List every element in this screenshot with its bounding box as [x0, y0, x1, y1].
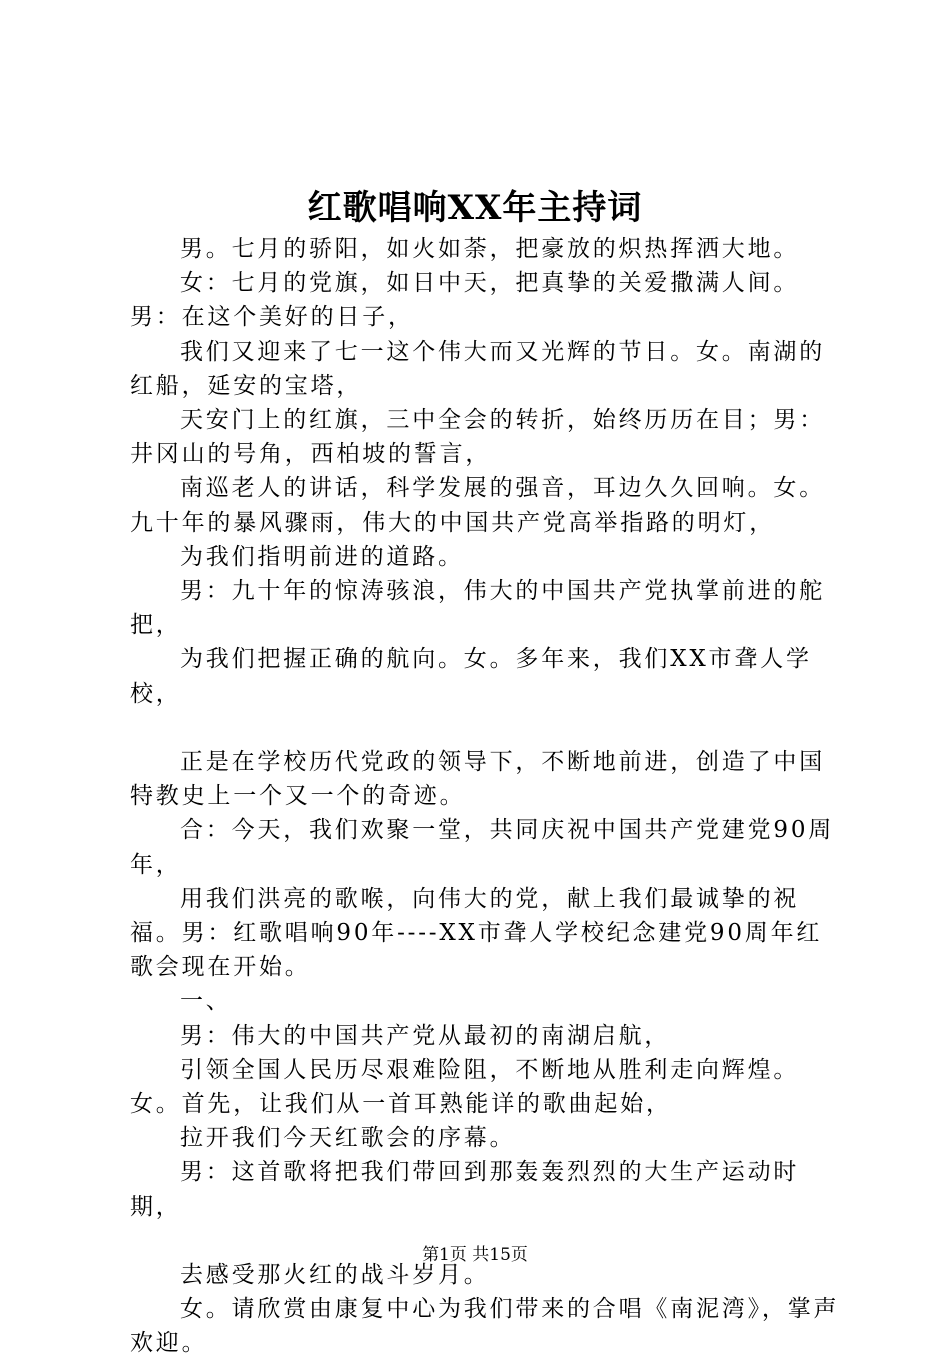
paragraph: 用我们洪亮的歌喉，向伟大的党，献上我们最诚挚的祝福。男：红歌唱响90年----XX市聋人学校纪念建党90周年红歌会现在开始。 [130, 885, 823, 981]
document-body [130, 232, 842, 1361]
paragraph: 我们又迎来了七一这个伟大而又光辉的节日。女。南湖的红船，延安的宝塔， [130, 338, 825, 399]
paragraph: 引领全国人民历尽艰难险阻，不断地从胜利走向辉煌。女。首先，让我们从一首耳熟能详的歌曲起始， [130, 1056, 800, 1118]
paragraph: 天安门上的红旗，三中全会的转折，始终历历在目；男：井冈山的号角，西柏坡的誓言， [130, 407, 825, 468]
paragraph: 为我们把握正确的航向。女。多年来，我们XX市聋人学校， [130, 646, 812, 707]
document-title: 红歌唱响XX年主持词 [307, 188, 643, 228]
page-footer: 第1页 共15页 [422, 1245, 528, 1265]
paragraph: 去感受那火红的战斗岁月。 [180, 1262, 490, 1289]
paragraph: 男：伟大的中国共产党从最初的南湖启航， [180, 1022, 671, 1049]
paragraph: 拉开我们今天红歌会的序幕。 [180, 1125, 516, 1152]
paragraph: 合：今天，我们欢聚一堂，共同庆祝中国共产党建党90周年， [130, 817, 835, 878]
paragraph: 为我们指明前进的道路。 [180, 543, 464, 570]
paragraph: 男：九十年的惊涛骇浪，伟大的中国共产党执掌前进的舵把， [130, 578, 825, 639]
paragraph: 南巡老人的讲话，科学发展的强音，耳边久久回响。女。九十年的暴风骤雨，伟大的中国共产党高举指路的明灯， [130, 475, 825, 536]
paragraph: 女。请欣赏由康复中心为我们带来的合唱《南泥湾》，掌声欢迎。 [130, 1296, 840, 1357]
paragraph: 正是在学校历代党政的领导下，不断地前进，创造了中国特教史上一个又一个的奇迹。 [130, 749, 825, 810]
paragraph: 男。七月的骄阳，如火如荼，把豪放的炽热挥洒大地。 [180, 236, 800, 262]
paragraph: 女：七月的党旗，如日中天，把真挚的关爱撒满人间。男：在这个美好的日子， [130, 270, 800, 331]
paragraph: 男：这首歌将把我们带回到那轰轰烈烈的大生产运动时期， [130, 1159, 800, 1220]
section-number: 一、 [180, 988, 232, 1015]
